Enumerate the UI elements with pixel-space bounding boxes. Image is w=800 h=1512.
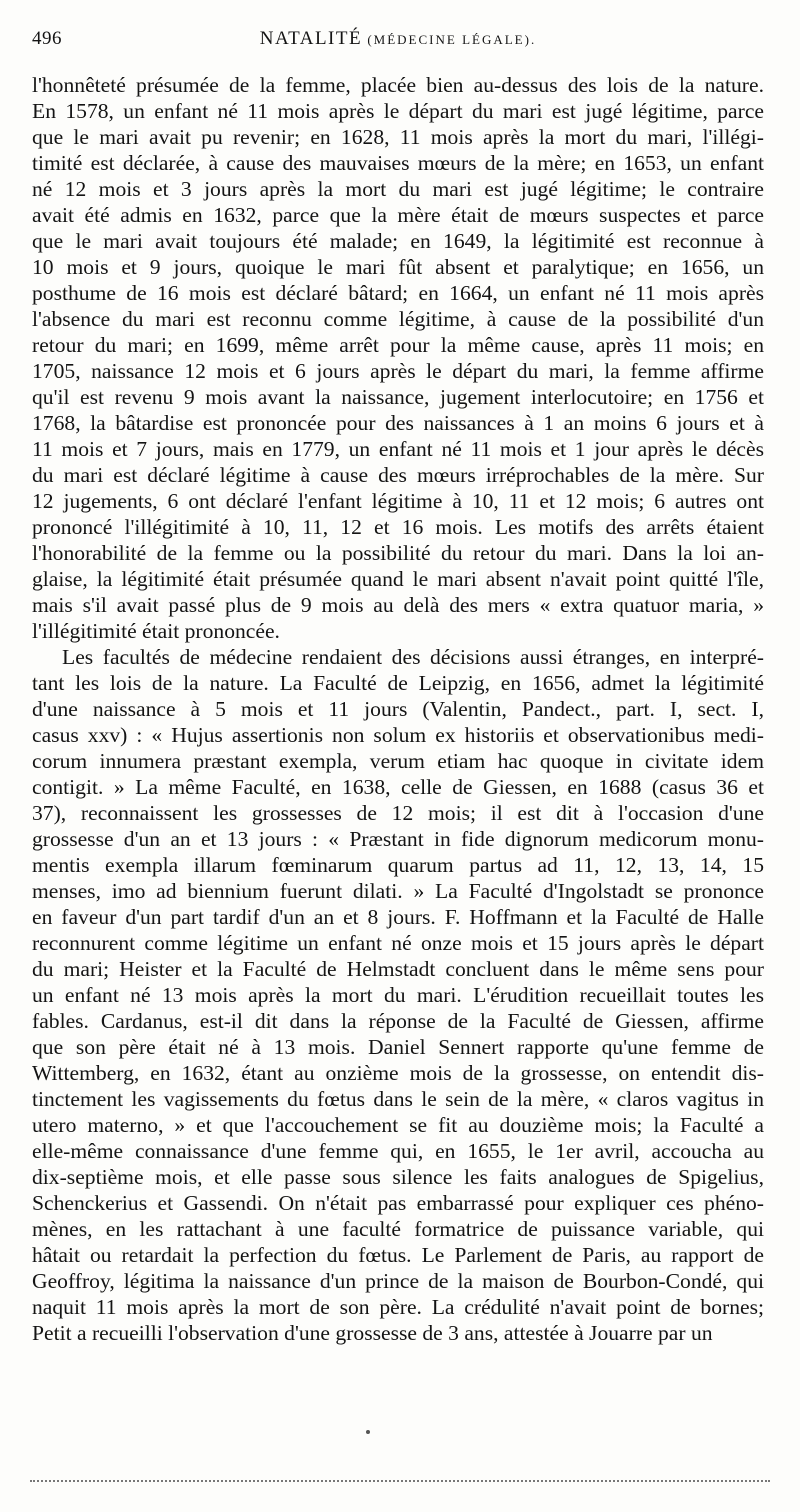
text-line: naquit 11 mois après la mort de son père. La crédulité n'avait point de bornes; xyxy=(32,1295,764,1319)
text-line: reconnurent comme légitime un enfant né onze mois et 15 jours après le départ xyxy=(32,931,764,955)
text-line: En 1578, un enfant né 11 mois après le départ du mari est jugé légitime, parce xyxy=(32,99,764,123)
text-line: l'absence du mari est reconnu comme légitime, à cause de la possibilité d'un xyxy=(32,307,764,331)
paragraph xyxy=(32,72,764,644)
text-line: que le mari avait pu revenir; en 1628, 11 mois après la mort du mari, l'illégi- xyxy=(32,125,764,149)
text-line: contigit. » La même Faculté, en 1638, celle de Giessen, en 1688 (casus 36 et xyxy=(32,775,764,799)
text-line: 10 mois et 9 jours, quoique le mari fût absent et paralytique; en 1656, un xyxy=(32,255,764,279)
text-line: avait été admis en 1632, parce que la mère était de mœurs suspectes et parce xyxy=(32,203,764,227)
text-line: un enfant né 13 mois après la mort du mari. L'érudition recueillait toutes les xyxy=(32,983,764,1007)
text-line: mentis exempla illarum fœminarum quarum partus ad 11, 12, 13, 14, 15 xyxy=(32,853,764,877)
text-line: timité est déclarée, à cause des mauvaises mœurs de la mère; en 1653, un enfant xyxy=(32,151,764,175)
text-line: qu'il est revenu 9 mois avant la naissance, jugement interlocutoire; en 1756 et xyxy=(32,385,764,409)
running-title-main: NATALITÉ xyxy=(259,28,363,49)
text-line: Wittemberg, en 1632, étant au onzième mois de la grossesse, on entendit dis- xyxy=(32,1061,764,1085)
text-line: utero materno, » et que l'accouchement se fit au douzième mois; la Faculté a xyxy=(32,1113,764,1137)
text-line: Petit a recueilli l'observation d'une grossesse de 3 ans, attestée à Jouarre par un xyxy=(32,1321,713,1345)
text-line: tinctement les vagissements du fœtus dans le sein de la mère, « claros vagitus in xyxy=(32,1087,764,1111)
page-number: 496 xyxy=(32,28,62,49)
footer-dot xyxy=(366,1430,370,1434)
text-line: glaise, la légitimité était présumée quand le mari absent n'avait point quitté l'île, xyxy=(32,567,764,591)
bottom-rule xyxy=(30,1480,770,1482)
text-line: 37), reconnaissent les grossesses de 12 mois; il est dit à l'occasion d'une xyxy=(32,801,764,825)
text-line: hâtait ou retardait la perfection du fœtus. Le Parlement de Paris, au rapport de xyxy=(32,1243,764,1267)
text-line: 11 mois et 7 jours, mais en 1779, un enfant né 11 mois et 1 jour après le décès xyxy=(32,437,764,461)
running-title xyxy=(32,28,764,50)
text-line: en faveur d'un part tardif d'un an et 8 jours. F. Hoffmann et la Faculté de Halle xyxy=(32,905,764,929)
text-line: né 12 mois et 3 jours après la mort du mari est jugé légitime; le contraire xyxy=(32,177,764,201)
text-line: Geoffroy, légitima la naissance d'un prince de la maison de Bourbon-Condé, qui xyxy=(32,1269,764,1293)
text-line: 1768, la bâtardise est prononcée pour des naissances à 1 an moins 6 jours et à xyxy=(32,411,764,435)
text-line: retour du mari; en 1699, même arrêt pour la même cause, après 11 mois; en xyxy=(32,333,764,357)
text-line: mais s'il avait passé plus de 9 mois au delà des mers « extra quatuor maria, » xyxy=(32,593,764,617)
text-line: tant les lois de la nature. La Faculté de Leipzig, en 1656, admet la légitimité xyxy=(32,671,764,695)
text-line: l'honorabilité de la femme ou la possibilité du retour du mari. Dans la loi an- xyxy=(32,541,764,565)
text-line: casus xxv) : « Hujus assertionis non solum ex historiis et observationibus medi- xyxy=(32,723,764,747)
text-line: dix-septième mois, et elle passe sous silence les faits analogues de Spigelius, xyxy=(32,1165,764,1189)
text-line: mènes, en les rattachant à une faculté formatrice de puissance variable, qui xyxy=(32,1217,764,1241)
text-line: grossesse d'un an et 13 jours : « Præstant in fide dignorum medicorum monu- xyxy=(32,827,764,851)
text-line: fables. Cardanus, est-il dit dans la réponse de la Faculté de Giessen, affirme xyxy=(32,1009,764,1033)
running-head xyxy=(32,28,764,54)
text-line: posthume de 16 mois est déclaré bâtard; en 1664, un enfant né 11 mois après xyxy=(32,281,764,305)
text-line: d'une naissance à 5 mois et 11 jours (Valentin, Pandect., part. I, sect. I, xyxy=(32,697,764,721)
text-line: corum innumera præstant exempla, verum etiam hac quoque in civitate idem xyxy=(32,749,764,773)
text-line: menses, imo ad biennium fuerunt dilati. » La Faculté d'Ingolstadt se prononce xyxy=(32,879,764,903)
text-line: Les facultés de médecine rendaient des décisions aussi étranges, en interpré- xyxy=(62,645,764,669)
text-line: l'illégitimité était prononcée. xyxy=(32,619,280,643)
text-line: 12 jugements, 6 ont déclaré l'enfant légitime à 10, 11 et 12 mois; 6 autres ont xyxy=(32,489,764,513)
body-text xyxy=(32,72,764,1346)
running-title-sub: (MÉDECINE LÉGALE). xyxy=(367,32,537,47)
text-line: elle-même connaissance d'une femme qui, en 1655, le 1er avril, accoucha au xyxy=(32,1139,764,1163)
text-line: du mari; Heister et la Faculté de Helmstadt concluent dans le même sens pour xyxy=(32,957,764,981)
text-line: prononcé l'illégitimité à 10, 11, 12 et 16 mois. Les motifs des arrêts étaient xyxy=(32,515,764,539)
text-line: du mari est déclaré légitime à cause des mœurs irréprochables de la mère. Sur xyxy=(32,463,764,487)
text-line: que son père était né à 13 mois. Daniel Sennert rapporte qu'une femme de xyxy=(32,1035,764,1059)
text-line: que le mari avait toujours été malade; en 1649, la légitimité est reconnue à xyxy=(32,229,764,253)
text-line: l'honnêteté présumée de la femme, placée bien au-dessus des lois de la nature. xyxy=(32,73,764,97)
text-line: Schenckerius et Gassendi. On n'était pas embarrassé pour expliquer ces phéno- xyxy=(32,1191,764,1215)
text-line: 1705, naissance 12 mois et 6 jours après le départ du mari, la femme affirme xyxy=(32,359,764,383)
paragraph xyxy=(32,644,764,1346)
